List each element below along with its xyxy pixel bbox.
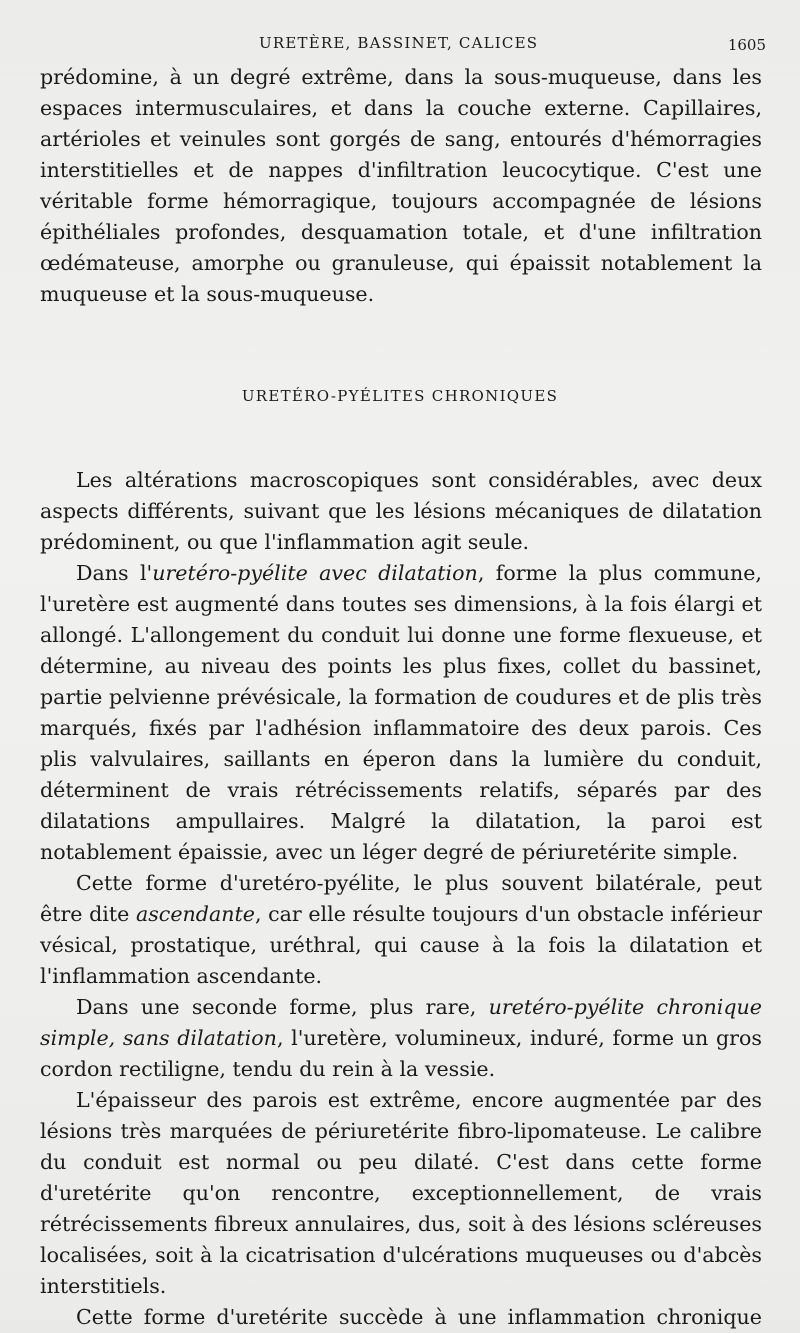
intro-text-block — [40, 62, 762, 310]
paragraph-2-emphasis: uretéro-pyélite avec dilatation — [152, 561, 478, 585]
intro-paragraph: prédomine, à un degré extrême, dans la sous-muqueuse, dans les espaces intermusculaires, et dans la couche externe. Capillaires, artérioles et veinules sont gorgés de sang, entourés d'hémorragies interstitielles et de nappes d'infiltration leucocytique. C'est une véritable forme hémorragique, toujours accompagnée de lésions épithéliales profondes, desquamation totale, et d'une infiltration œdémateuse, amorphe ou granuleuse, qui épaissit notablement la muqueuse et la sous-muqueuse. — [40, 65, 762, 306]
paragraph-1: Les altérations macroscopiques sont considérables, avec deux aspects différents, suivant que les lésions mécaniques de dilatation prédominent, ou que l'inflammation agit seule. — [40, 468, 762, 554]
paragraph-4-rest: , l'uretère, volumineux, induré, forme un gros cordon rectiligne, tendu du rein à la vessie. — [40, 1026, 762, 1081]
paragraph-4-lead: Dans une seconde forme, plus rare, — [76, 995, 489, 1019]
paragraph-3-lead: Cette forme d'uretéro-pyélite, le plus souvent bilatérale, peut être dite — [40, 871, 762, 926]
body-text-block — [40, 465, 762, 1333]
paragraph-3-rest: , car elle résulte toujours d'un obstacle inférieur vésical, prostatique, uréthral, qui cause à la fois la dilatation et l'inflammation ascendante. — [40, 902, 762, 988]
paragraph-4 — [40, 992, 762, 1085]
paragraph-2-rest: , forme la plus commune, l'uretère est augmenté dans toutes ses dimensions, à la fois élargi et allongé. L'allongement du conduit lui donne une forme flexueuse, et détermine, au niveau des points les plus fixes, collet du bassinet, partie pelvienne prévésicale, la formation de coudures et de plis très marqués, fixés par l'adhésion inflammatoire des deux parois. Ces plis valvulaires, saillants en éperon dans la lumière du conduit, déterminent de vrais rétrécissements relatifs, séparés par des dilatations ampullaires. Malgré la dilatation, la paroi est notablement épaissie, avec un léger degré de périuretérite simple. — [40, 561, 762, 864]
running-title: URETÈRE, BASSINET, CALICES — [259, 34, 539, 52]
paragraph-3-emphasis: ascendante — [135, 902, 255, 926]
paragraph-3 — [40, 868, 762, 992]
section-title: URETÉRO-PYÉLITES CHRONIQUES — [241, 387, 559, 405]
paragraph-5: L'épaisseur des parois est extrême, encore augmentée par des lésions très marquées de périuretérite fibro-lipomateuse. Le calibre du conduit est normal ou peu dilaté. C'est dans cette forme d'uretérite qu'on rencontre, exceptionnellement, de vrais rétrécissements fibreux annulaires, dus, soit à des lésions scléreuses localisées, soit à la cicatrisation d'ulcérations muqueuses ou d'abcès interstitiels. — [40, 1088, 762, 1298]
paragraph-2 — [40, 558, 762, 868]
page-number: 1605 — [727, 36, 766, 54]
paragraph-6: Cette forme d'uretérite succède à une inflammation chronique — [76, 1305, 762, 1329]
running-header — [0, 34, 800, 58]
paragraph-2-lead: Dans l' — [76, 561, 153, 585]
paragraph-4-emphasis: uretéro-pyélite chronique simple, sans dilatation — [40, 995, 762, 1050]
